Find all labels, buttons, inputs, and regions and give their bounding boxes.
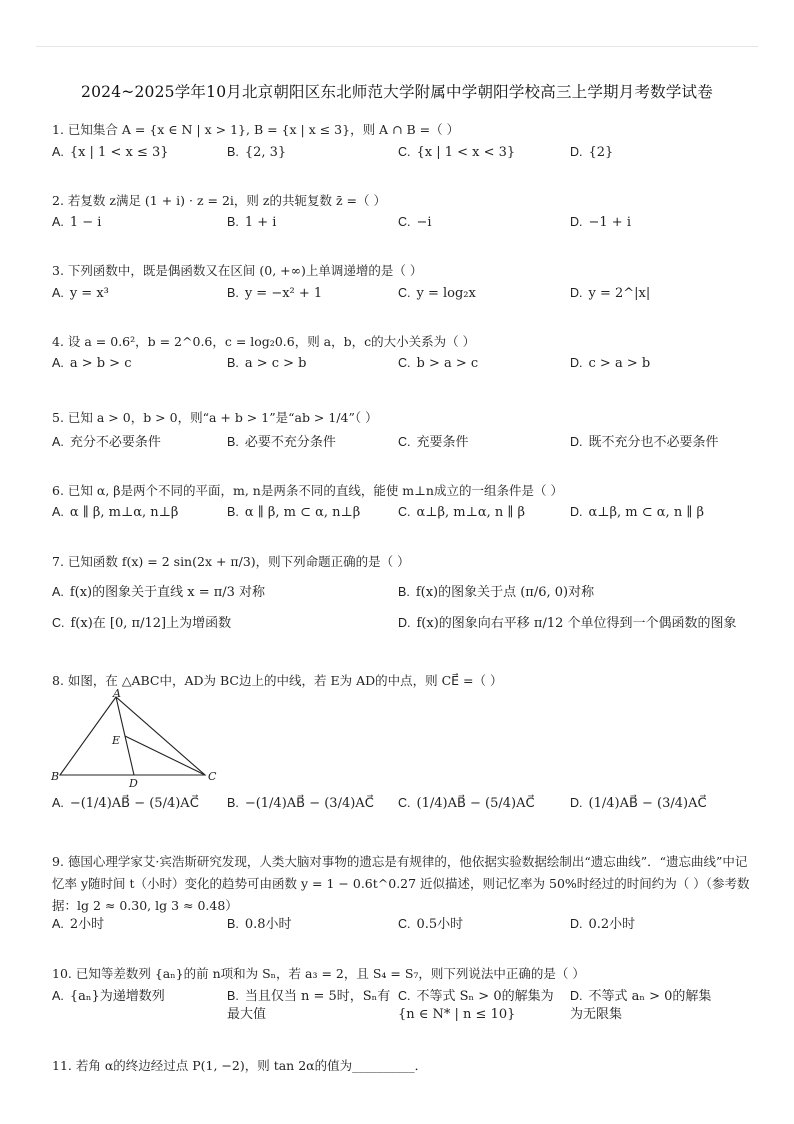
label-e: E: [112, 734, 121, 747]
top-rule: [36, 46, 758, 47]
q5-option-b: B. 必要不充分条件: [227, 435, 336, 450]
q4-option-a: A. a > b > c: [52, 356, 132, 371]
q6-option-a: A. α ∥ β, m⊥α, n⊥β: [52, 505, 179, 520]
q6-option-d: D. α⊥β, m ⊂ α, n ∥ β: [570, 505, 704, 520]
q6-option-c: C. α⊥β, m⊥α, n ∥ β: [398, 505, 526, 520]
question-7-stem: 7. 已知函数 f(x) = 2 sin(2x + π/3)，则下列命题正确的是（ ）: [52, 554, 410, 569]
q1-option-a: A. {x | 1 < x ≤ 3}: [52, 145, 169, 160]
question-2-stem: 2. 若复数 z满足 (1 + i) · z = 2i，则 z的共轭复数 z̄ =（ ）: [52, 193, 386, 208]
q10-option-b: B. 当且仅当 n = 5时，Sₙ有最大值: [227, 989, 391, 1022]
q6-option-b: B. α ∥ β, m ⊂ α, n⊥β: [227, 505, 361, 520]
q10-option-d: D. 不等式 aₙ > 0的解集为无限集: [570, 989, 712, 1022]
q8-option-c: C. (1/4)AB⃗ − (5/4)AC⃗: [398, 796, 535, 811]
question-5-stem: 5. 已知 a > 0，b > 0，则“a + b > 1”是“ab > 1/4”（ ）: [52, 410, 378, 425]
q9-option-c: C. 0.5小时: [398, 917, 464, 932]
q9-option-d: D. 0.2小时: [570, 917, 636, 932]
q1-option-c: C. {x | 1 < x < 3}: [398, 145, 516, 160]
q3-option-c: C. y = log₂x: [398, 286, 476, 301]
question-8-stem: 8. 如图，在 △ABC中，AD为 BC边上的中线，若 E为 AD的中点，则 CE⃗ =（ ）: [52, 673, 503, 688]
q1-option-b: B. {2, 3}: [227, 145, 287, 160]
question-9-stem: 9. 德国心理学家艾·宾浩斯研究发现，人类大脑对事物的遗忘是有规律的，他依据实验数据绘制出“遗忘曲线”．“遗忘曲线”中记忆率 y随时间 t（小时）变化的趋势可由函数 y = 1 − 0.6t^0.27 近似描述，则记忆率为 50%时经过的时间约为（ ）（参考数据：lg 2 ≈ 0.30, lg 3 ≈ 0.48）: [52, 854, 750, 913]
q7-option-c: C. f(x)在 [0, π/12]上为增函数: [52, 616, 232, 631]
q3-option-d: D. y = 2^|x|: [570, 286, 651, 301]
segment-ce: [125, 736, 205, 775]
q5-option-d: D. 既不充分也不必要条件: [570, 435, 719, 450]
q10-option-a: A. {aₙ}为递增数列: [52, 989, 165, 1004]
triangle-abc: [60, 697, 205, 775]
question-1-stem: 1. 已知集合 A = {x ∈ N | x > 1}, B = {x | x ≤ 3}，则 A ∩ B =（ ）: [52, 122, 460, 137]
q7-option-b: B. f(x)的图象关于点 (π/6, 0)对称: [398, 585, 595, 600]
question-3-stem: 3. 下列函数中，既是偶函数又在区间 (0, +∞)上单调递增的是（ ）: [52, 263, 423, 278]
q2-option-a: A. 1 − i: [52, 215, 102, 230]
q8-option-a: A. −(1/4)AB⃗ − (5/4)AC⃗: [52, 796, 199, 811]
q2-option-b: B. 1 + i: [227, 215, 277, 230]
q3-option-b: B. y = −x² + 1: [227, 286, 323, 301]
triangle-figure: [50, 688, 230, 788]
q7-option-a: A. f(x)的图象关于直线 x = π/3 对称: [52, 585, 266, 600]
label-d: D: [129, 777, 138, 788]
q9-option-b: B. 0.8小时: [227, 917, 292, 932]
q7-option-d: D. f(x)的图象向右平移 π/12 个单位得到一个偶函数的图象: [398, 616, 737, 631]
q5-option-c: C. 充要条件: [398, 435, 469, 450]
question-10-stem: 10. 已知等差数列 {aₙ}的前 n项和为 Sₙ，若 a₃ = 2，且 S₄ = S₇，则下列说法中正确的是（ ）: [52, 966, 585, 981]
question-11-stem: 11. 若角 α的终边经过点 P(1, −2)，则 tan 2α的值为__________．: [52, 1058, 428, 1073]
question-4-stem: 4. 设 a = 0.6²，b = 2^0.6，c = log₂0.6，则 a，b，c的大小关系为（ ）: [52, 334, 476, 349]
q9-option-a: A. 2小时: [52, 917, 105, 932]
label-a: A: [113, 688, 121, 700]
label-c: C: [208, 770, 217, 783]
q2-option-d: D. −1 + i: [570, 215, 631, 230]
q2-option-c: C. −i: [398, 215, 432, 230]
q4-option-b: B. a > c > b: [227, 356, 307, 371]
q8-option-b: B. −(1/4)AB⃗ − (3/4)AC⃗: [227, 796, 374, 811]
q3-option-a: A. y = x³: [52, 286, 109, 301]
q4-option-d: D. c > a > b: [570, 356, 651, 371]
label-b: B: [51, 770, 60, 783]
q1-option-d: D. {2}: [570, 145, 614, 160]
question-6-stem: 6. 已知 α, β是两个不同的平面，m, n是两条不同的直线，能使 m⊥n成立的一组条件是（ ）: [52, 483, 563, 498]
page-title: 2024~2025学年10月北京朝阳区东北师范大学附属中学朝阳学校高三上学期月考数学试卷: [81, 83, 713, 101]
q8-option-d: D. (1/4)AB⃗ − (3/4)AC⃗: [570, 796, 707, 811]
q10-option-c: C. 不等式 Sₙ > 0的解集为 {n ∈ N* | n ≤ 10}: [398, 989, 554, 1022]
q5-option-a: A. 充分不必要条件: [52, 435, 161, 450]
q4-option-c: C. b > a > c: [398, 356, 479, 371]
